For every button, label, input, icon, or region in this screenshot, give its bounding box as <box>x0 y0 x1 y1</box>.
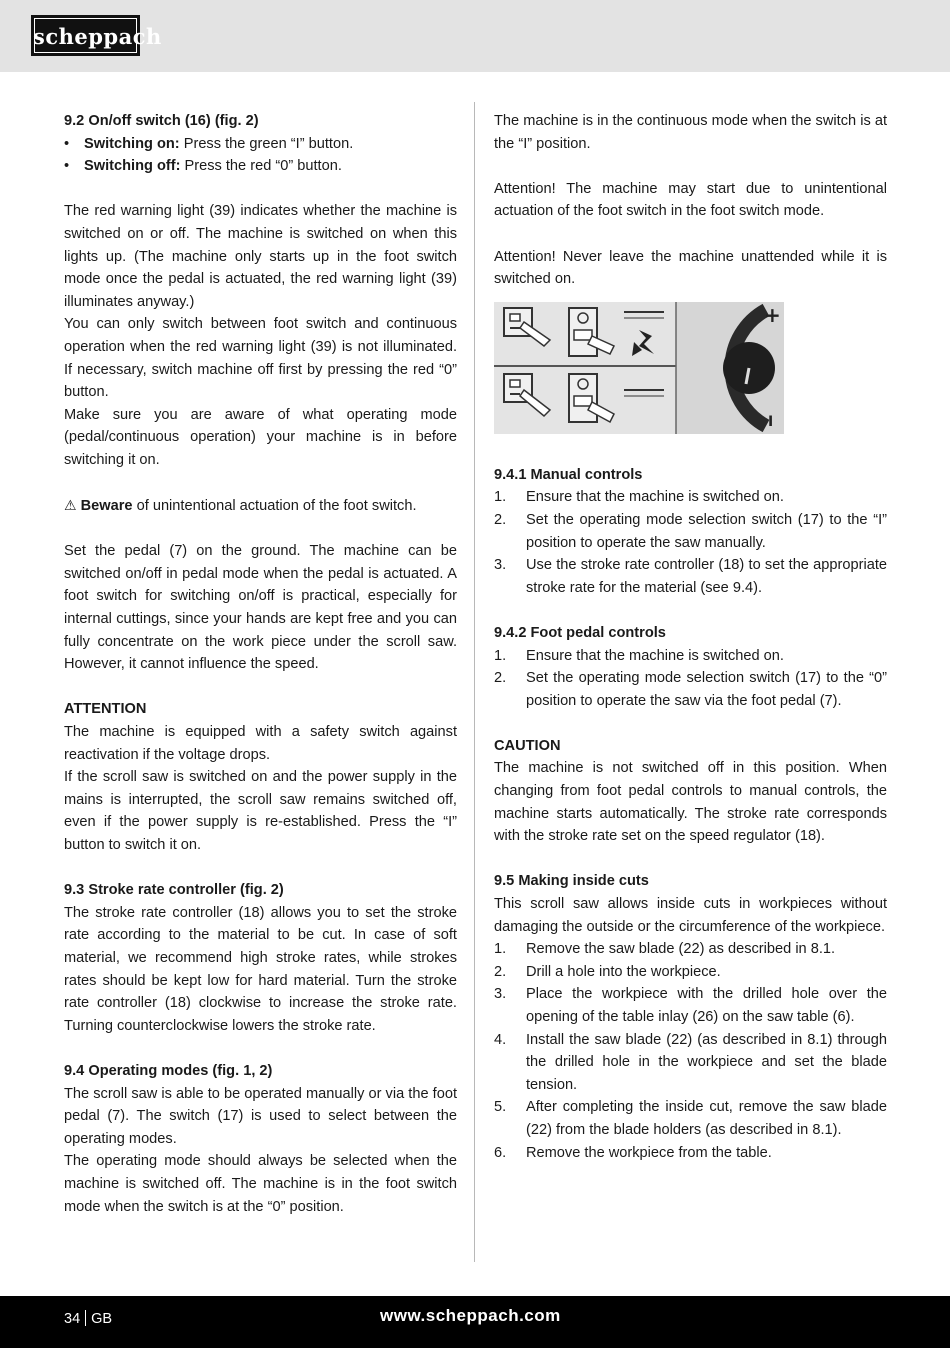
list-item <box>494 645 887 668</box>
paragraph-stroke-rate: The stroke rate controller (18) allows you to set the stroke rate according to the material to be cut. In case of soft material, we recommend high stroke rates, while strokes rates should be kept low for hard material. Turn the stroke rate controller (18) clockwise to increase the stroke rate. Turning counterclockwise lowers the stroke rate. <box>64 904 457 1034</box>
list-number: 3. <box>494 557 507 574</box>
scheppach-logo: scheppach <box>31 15 140 56</box>
list-item <box>494 667 887 712</box>
list-number: 6. <box>494 1144 507 1161</box>
list-text: Remove the workpiece from the table. <box>526 1144 772 1161</box>
plus-label: + <box>764 302 781 327</box>
paragraph-operating-mode-awareness: Make sure you are aware of what operating mode (pedal/continuous operation) your machine is in before switching it on. <box>64 406 457 468</box>
section-9-4-heading: 9.4 Operating modes (fig. 1, 2) <box>64 1062 273 1079</box>
bullet-switching-on <box>64 133 457 156</box>
list-number: 2. <box>494 511 507 528</box>
column-divider <box>474 102 475 1262</box>
list-number: 1. <box>494 941 507 958</box>
paragraph-power-interrupt: If the scroll saw is switched on and the power supply in the mains is interrupted, the scroll saw remains switched off, even if the power supply is re-established. Press the “I” button to switch it on. <box>64 769 457 853</box>
page-footer <box>0 1296 950 1348</box>
warning-bold: Beware <box>80 498 133 515</box>
list-number: 2. <box>494 963 507 980</box>
list-number: 4. <box>494 1031 507 1048</box>
list-item <box>494 961 887 984</box>
list-text: Drill a hole into the workpiece. <box>526 963 721 980</box>
list-number: 5. <box>494 1099 507 1116</box>
paragraph-inside-cuts: This scroll saw allows inside cuts in workpieces without damaging the outside or the circumference of the workpiece. <box>494 896 887 935</box>
bullet-switching-off <box>64 155 457 178</box>
list-text: Use the stroke rate controller (18) to set the appropriate stroke rate for the material (see 9.4). <box>526 557 887 596</box>
section-9-3-heading: 9.3 Stroke rate controller (fig. 2) <box>64 882 284 899</box>
warning-triangle-icon: ⚠ <box>64 497 77 514</box>
page-header <box>0 0 950 72</box>
list-text: After completing the inside cut, remove the saw blade (22) from the blade holders (as described in 8.1). <box>526 1099 887 1138</box>
list-text: Set the operating mode selection switch (17) to the “I” position to operate the saw manually. <box>526 511 887 551</box>
bullet-label: Switching on: <box>84 135 180 152</box>
warning-text: of unintentional actuation of the foot switch. <box>132 498 417 515</box>
section-9-4-2-heading: 9.4.2 Foot pedal controls <box>494 624 666 641</box>
inside-cuts-list <box>494 938 887 1164</box>
control-panel-figure <box>494 302 784 434</box>
website-link[interactable]: www.scheppach.com <box>380 1306 561 1325</box>
list-item <box>494 1096 887 1141</box>
caution-heading: CAUTION <box>494 737 561 754</box>
list-text: Set the operating mode selection switch (17) to the “0” position to operate the saw via the foot pedal (7). <box>526 670 887 709</box>
paragraph-switch-modes: You can only switch between foot switch and continuous operation when the red warning light (39) is not illuminated. If necessary, switch machine off first by pressing the red “0” button. <box>64 316 457 401</box>
paragraph-mode-selection: The operating mode should always be selected when the machine is switched off. The machine is in the foot switch mode when the switch is at the “0” position. <box>64 1153 457 1215</box>
list-item <box>494 1029 887 1097</box>
paragraph-unattended: Attention! Never leave the machine unattended while it is switched on. <box>494 248 887 288</box>
right-column <box>494 110 887 1164</box>
list-text: Place the workpiece with the drilled hole over the opening of the table inlay (26) on the saw table (6). <box>526 986 887 1025</box>
control-panel-illustration <box>494 302 784 434</box>
bullet-text: Press the green “I” button. <box>179 135 354 152</box>
list-text: Ensure that the machine is switched on. <box>526 489 784 506</box>
paragraph-operating-modes: The scroll saw is able to be operated manually or via the foot pedal (7). The switch (17) is used to select between the operating modes. <box>64 1085 457 1147</box>
attention-heading: ATTENTION <box>64 701 147 718</box>
bullet-text: Press the red “0” button. <box>180 158 342 175</box>
page-number <box>64 1310 112 1327</box>
list-text: Ensure that the machine is switched on. <box>526 647 784 664</box>
bullet-label: Switching off: <box>84 158 181 175</box>
paragraph-caution: The machine is not switched off in this position. When changing from foot pedal controls to manual controls, the machine starts automatically. The stroke rate corresponds with the stroke rate set on the speed regulator (18). <box>494 760 887 845</box>
switch-bullet-list <box>64 133 457 178</box>
paragraph-warning-light: The red warning light (39) indicates whether the machine is switched on or off. The machine is switched on when this lights up. (The machine only starts up in the foot switch mode once the pedal is actuated, the red warning light (39) illuminates anyway.) <box>64 203 457 310</box>
foot-pedal-controls-list <box>494 645 887 713</box>
section-9-4-1-heading: 9.4.1 Manual controls <box>494 466 643 483</box>
paragraph-unintentional-start: Attention! The machine may start due to unintentional actuation of the foot switch in the foot switch mode. <box>494 180 887 220</box>
section-9-2-heading: 9.2 On/off switch (16) (fig. 2) <box>64 113 259 129</box>
section-9-5-heading: 9.5 Making inside cuts <box>494 873 649 890</box>
page-separator <box>85 1310 86 1326</box>
paragraph-pedal: Set the pedal (7) on the ground. The machine can be switched on/off in pedal mode when the pedal is actuated. A foot switch for switching on/off is practical, especially for internal cuttings, since your hands are kept free and you can fully concentrate on the work piece under the scroll saw. However, it cannot influence the speed. <box>64 543 457 673</box>
list-number: 1. <box>494 647 507 664</box>
list-item <box>494 486 887 509</box>
language-code: GB <box>91 1311 113 1327</box>
list-number: 1. <box>494 489 507 506</box>
list-text: Remove the saw blade (22) as described in 8.1. <box>526 941 836 958</box>
paragraph-safety-switch: The machine is equipped with a safety switch against reactivation if the voltage drops. <box>64 724 457 763</box>
minus-label: I <box>768 413 774 430</box>
list-number: 2. <box>494 670 507 687</box>
manual-controls-list <box>494 486 887 599</box>
foot-switch-warning <box>64 494 457 518</box>
list-number: 3. <box>494 986 507 1003</box>
list-item <box>494 983 887 1028</box>
list-text: Install the saw blade (22) (as described in 8.1) through the drilled hole in the workpiece and set the blade tension. <box>526 1031 887 1093</box>
list-item <box>494 1142 887 1165</box>
list-item <box>494 509 887 554</box>
page-number-value: 34 <box>64 1311 81 1327</box>
left-column <box>64 110 457 1218</box>
paragraph-continuous-mode: The machine is in the continuous mode when the switch is at the “I” position. <box>494 113 887 152</box>
list-item <box>494 938 887 961</box>
list-item <box>494 554 887 599</box>
